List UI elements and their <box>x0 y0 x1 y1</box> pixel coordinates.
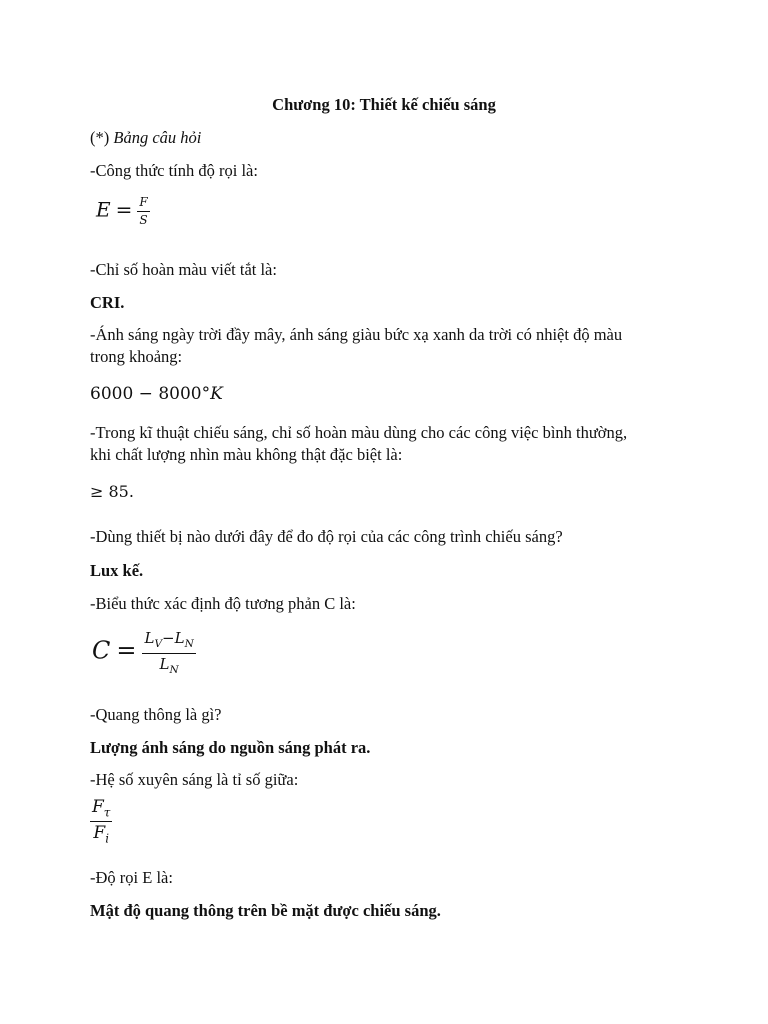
formula-numerator <box>142 630 195 654</box>
answer-7: Lượng ánh sáng do nguồn sáng phát ra. <box>90 738 371 757</box>
subscript-i: i <box>105 831 109 846</box>
page-title: Chương 10: Thiết kế chiếu sáng <box>272 95 496 114</box>
symbol-l: L <box>144 629 155 647</box>
formula-denominator <box>158 654 181 677</box>
formula-lhs: E <box>96 197 111 222</box>
answer-5: Lux kế. <box>90 561 144 580</box>
formula-denominator <box>91 822 111 845</box>
answer-4: ≥ 85. <box>90 482 134 501</box>
answer-2: CRI. <box>90 293 125 312</box>
formula-eq: = <box>115 197 133 222</box>
formula-lhs: C <box>92 636 111 665</box>
section-label: Bảng câu hỏi <box>113 128 202 147</box>
formula-contrast <box>92 630 196 676</box>
formula-numerator <box>90 798 112 822</box>
formula-denominator: S <box>139 213 148 228</box>
section-heading <box>90 128 201 148</box>
symbol-l: L <box>174 629 185 647</box>
subscript-n: N <box>184 638 194 650</box>
question-3-line-1: -Ánh sáng ngày trời đầy mây, ánh sáng giàu bức xạ xanh da trời có nhiệt độ màu <box>90 325 623 344</box>
answer-3-unit: K <box>210 384 223 404</box>
answer-3 <box>90 384 223 404</box>
minus-sign: − <box>162 629 175 647</box>
formula-eq: = <box>116 636 137 665</box>
symbol-f: F <box>93 823 106 844</box>
answer-9: Mật độ quang thông trên bề mặt được chiếu sáng. <box>90 901 441 920</box>
question-1: -Công thức tính độ rọi là: <box>90 161 258 180</box>
question-7: -Quang thông là gì? <box>90 705 222 724</box>
formula-illuminance <box>96 196 150 227</box>
subscript-tau: τ <box>103 805 111 820</box>
symbol-l: L <box>159 654 170 673</box>
formula-fraction <box>90 798 112 846</box>
question-9: -Độ rọi E là: <box>90 868 173 887</box>
question-8: -Hệ số xuyên sáng là tỉ số giữa: <box>90 770 299 789</box>
symbol-f: F <box>92 797 104 817</box>
question-4-line-2: khi chất lượng nhìn màu không thật đặc biệt là: <box>90 445 403 464</box>
formula-fraction <box>137 196 149 227</box>
section-prefix: (*) <box>90 128 114 147</box>
answer-3-value: 6000 − 8000° <box>90 384 211 404</box>
formula-transmittance <box>90 798 112 846</box>
formula-fraction <box>142 630 195 676</box>
formula-numerator: F <box>137 196 149 212</box>
subscript-v: V <box>154 638 163 650</box>
question-5: -Dùng thiết bị nào dưới đây để đo độ rọi của các công trình chiếu sáng? <box>90 527 563 546</box>
subscript-n: N <box>169 663 179 676</box>
question-3-line-2: trong khoảng: <box>90 347 183 366</box>
question-4-line-1: -Trong kĩ thuật chiếu sáng, chỉ số hoàn màu dùng cho các công việc bình thường, <box>90 423 628 442</box>
question-6: -Biểu thức xác định độ tương phản C là: <box>90 594 356 613</box>
question-2: -Chỉ số hoàn màu viết tắt là: <box>90 260 277 279</box>
